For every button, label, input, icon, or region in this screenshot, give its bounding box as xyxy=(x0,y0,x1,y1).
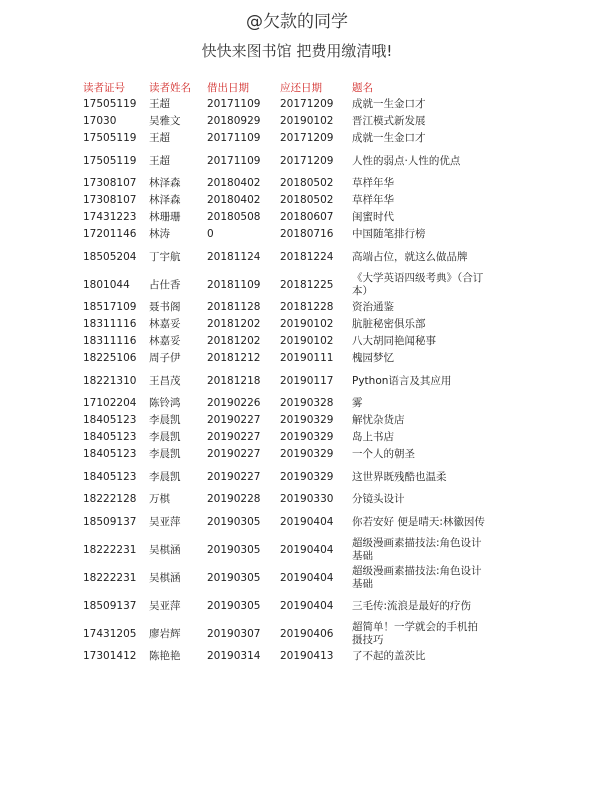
cell-reader-name: 林泽森 xyxy=(149,194,181,206)
cell-reader-id: 18505204 xyxy=(83,250,137,263)
cell-reader-name: 李晨凯 xyxy=(149,448,181,460)
cell-book-title: 人性的弱点·人性的优点 xyxy=(352,154,461,167)
cell-due-date: 20180716 xyxy=(280,228,334,240)
table-row xyxy=(83,175,487,192)
cell-borrow-date: 20180929 xyxy=(207,115,261,127)
cell-borrow-date: 20190228 xyxy=(207,493,261,505)
cell-book-title: 雾 xyxy=(352,397,363,409)
overdue-table xyxy=(83,79,487,665)
cell-reader-id: 17201146 xyxy=(83,228,137,240)
table-row xyxy=(83,243,487,271)
cell-borrow-date: 20181212 xyxy=(207,352,261,364)
cell-book-title: 解忧杂货店 xyxy=(352,414,405,426)
cell-book-title: 高端占位，就这么做品牌 xyxy=(352,250,468,263)
table-row xyxy=(83,446,487,463)
cell-reader-id: 17505119 xyxy=(83,132,137,144)
cell-borrow-date: 20190226 xyxy=(207,397,261,409)
cell-book-title: 超级漫画素描技法:角色设计基础 xyxy=(352,565,482,590)
table-row xyxy=(83,96,487,113)
cell-borrow-date: 20171109 xyxy=(207,154,261,167)
cell-reader-name: 聂书阁 xyxy=(149,301,181,313)
table-row xyxy=(83,564,487,592)
cell-reader-id: 18517109 xyxy=(83,301,137,313)
table-header-row xyxy=(83,79,487,96)
cell-reader-id: 18405123 xyxy=(83,414,137,426)
cell-reader-id: 18405123 xyxy=(83,448,137,460)
cell-reader-id: 17030 xyxy=(83,115,117,127)
cell-borrow-date: 20190305 xyxy=(207,543,261,556)
table-row xyxy=(83,209,487,226)
cell-book-title: 成就一生金口才 xyxy=(352,98,426,110)
cell-reader-id: 18509137 xyxy=(83,599,137,612)
table-row xyxy=(83,350,487,367)
cell-reader-name: 林泽森 xyxy=(149,177,181,189)
table-row xyxy=(83,620,487,648)
cell-due-date: 20190111 xyxy=(280,352,334,364)
cell-reader-id: 17431205 xyxy=(83,627,137,640)
cell-borrow-date: 20180402 xyxy=(207,177,261,189)
cell-reader-id: 17505119 xyxy=(83,154,137,167)
cell-due-date: 20180502 xyxy=(280,177,334,189)
cell-borrow-date: 20181128 xyxy=(207,301,261,313)
cell-borrow-date: 20190227 xyxy=(207,414,261,426)
cell-reader-id: 17308107 xyxy=(83,194,137,206)
cell-due-date: 20190329 xyxy=(280,414,334,426)
cell-book-title: 一个人的朝圣 xyxy=(352,448,415,460)
col-header-book-title: 题名 xyxy=(352,82,373,94)
cell-book-title: 你若安好 便是晴天:林徽因传 xyxy=(352,515,485,528)
cell-borrow-date: 20190305 xyxy=(207,599,261,612)
cell-due-date: 20190328 xyxy=(280,397,334,409)
table-row xyxy=(83,648,487,665)
cell-reader-name: 陈艳艳 xyxy=(149,650,181,662)
table-row xyxy=(83,333,487,350)
cell-due-date: 20180607 xyxy=(280,211,334,223)
cell-reader-id: 18222231 xyxy=(83,543,137,556)
cell-due-date: 20181225 xyxy=(280,278,334,291)
table-row xyxy=(83,226,487,243)
col-header-reader-name: 读者姓名 xyxy=(149,82,191,94)
cell-due-date: 20190102 xyxy=(280,115,334,127)
cell-due-date: 20190404 xyxy=(280,515,334,528)
cell-reader-id: 18221310 xyxy=(83,374,137,387)
cell-borrow-date: 20190314 xyxy=(207,650,261,662)
cell-due-date: 20181224 xyxy=(280,250,334,263)
table-row xyxy=(83,395,487,412)
cell-reader-id: 18225106 xyxy=(83,352,137,364)
cell-borrow-date: 20180508 xyxy=(207,211,261,223)
cell-borrow-date: 20190227 xyxy=(207,431,261,443)
cell-reader-name: 吴棋涵 xyxy=(149,571,181,584)
cell-due-date: 20190404 xyxy=(280,571,334,584)
cell-book-title: 中国随笔排行榜 xyxy=(352,228,426,240)
cell-borrow-date: 20181202 xyxy=(207,335,261,347)
table-body xyxy=(83,96,487,665)
cell-borrow-date: 20181202 xyxy=(207,318,261,330)
cell-reader-name: 万棋 xyxy=(149,493,170,505)
table-row xyxy=(83,508,487,536)
cell-borrow-date: 20190305 xyxy=(207,515,261,528)
cell-reader-id: 17505119 xyxy=(83,98,137,110)
cell-book-title: 超简单！一学就会的手机拍摄技巧 xyxy=(352,621,478,646)
table-row xyxy=(83,113,487,130)
table-row xyxy=(83,299,487,316)
col-header-due-date: 应还日期 xyxy=(280,82,322,94)
post-title: @欠款的同学 xyxy=(246,12,348,32)
cell-book-title: 超级漫画素描技法:角色设计基础 xyxy=(352,537,482,562)
cell-reader-name: 李晨凯 xyxy=(149,431,181,443)
cell-reader-id: 17431223 xyxy=(83,211,137,223)
cell-borrow-date: 20171109 xyxy=(207,132,261,144)
cell-reader-name: 占仕香 xyxy=(149,278,181,291)
cell-book-title: 《大学英语四级考典》（合订本） xyxy=(352,272,484,297)
cell-reader-id: 1801044 xyxy=(83,278,130,291)
cell-reader-name: 吴雅文 xyxy=(149,115,181,127)
cell-reader-name: 吴亚萍 xyxy=(149,515,181,528)
cell-book-title: 资治通鉴 xyxy=(352,301,394,313)
cell-due-date: 20190406 xyxy=(280,627,334,640)
cell-due-date: 20181228 xyxy=(280,301,334,313)
cell-book-title: 分镜头设计 xyxy=(352,493,405,505)
cell-borrow-date: 0 xyxy=(207,228,214,240)
cell-borrow-date: 20181124 xyxy=(207,250,261,263)
cell-book-title: 晋江模式新发展 xyxy=(352,115,426,127)
cell-due-date: 20190329 xyxy=(280,470,334,483)
cell-borrow-date: 20190227 xyxy=(207,470,261,483)
cell-borrow-date: 20190305 xyxy=(207,571,261,584)
cell-due-date: 20171209 xyxy=(280,154,334,167)
cell-book-title: 成就一生金口才 xyxy=(352,132,426,144)
cell-reader-name: 李晨凯 xyxy=(149,470,181,483)
cell-due-date: 20190330 xyxy=(280,493,334,505)
cell-book-title: 三毛传:流浪是最好的疗伤 xyxy=(352,599,472,612)
cell-borrow-date: 20181218 xyxy=(207,374,261,387)
cell-due-date: 20171209 xyxy=(280,132,334,144)
table-row xyxy=(83,316,487,333)
cell-reader-id: 18311116 xyxy=(83,318,137,330)
table-row xyxy=(83,147,487,175)
cell-due-date: 20190102 xyxy=(280,335,334,347)
cell-reader-name: 林嘉妥 xyxy=(149,335,181,347)
cell-borrow-date: 20190307 xyxy=(207,627,261,640)
table-row xyxy=(83,491,487,508)
table-row xyxy=(83,271,487,299)
cell-reader-name: 丁宇航 xyxy=(149,250,181,263)
cell-reader-name: 李晨凯 xyxy=(149,414,181,426)
cell-borrow-date: 20190227 xyxy=(207,448,261,460)
cell-book-title: 岛上书店 xyxy=(352,431,394,443)
cell-reader-name: 王超 xyxy=(149,132,170,144)
col-header-borrow-date: 借出日期 xyxy=(207,82,249,94)
cell-reader-name: 吴棋涵 xyxy=(149,543,181,556)
cell-borrow-date: 20180402 xyxy=(207,194,261,206)
cell-book-title: 草样年华 xyxy=(352,177,394,189)
cell-book-title: 了不起的盖茨比 xyxy=(352,650,426,662)
cell-due-date: 20190329 xyxy=(280,431,334,443)
cell-reader-name: 周子伊 xyxy=(149,352,181,364)
cell-reader-name: 吴亚萍 xyxy=(149,599,181,612)
cell-reader-name: 林嘉妥 xyxy=(149,318,181,330)
cell-reader-id: 18222128 xyxy=(83,493,137,505)
cell-reader-name: 林涛 xyxy=(149,228,170,240)
cell-reader-name: 廖岩辉 xyxy=(149,627,181,640)
cell-book-title: 闺蜜时代 xyxy=(352,211,394,223)
cell-book-title: 八大胡同艳闻秘事 xyxy=(352,335,436,347)
cell-due-date: 20190404 xyxy=(280,599,334,612)
cell-reader-id: 18405123 xyxy=(83,470,137,483)
cell-book-title: 槐园梦忆 xyxy=(352,352,394,364)
post-subtitle: 快快来图书馆 把费用缴清哦! xyxy=(201,42,393,60)
cell-reader-id: 18405123 xyxy=(83,431,137,443)
cell-due-date: 20190102 xyxy=(280,318,334,330)
cell-due-date: 20190329 xyxy=(280,448,334,460)
table-row xyxy=(83,429,487,446)
cell-reader-name: 王昌茂 xyxy=(149,374,181,387)
table-row xyxy=(83,130,487,147)
cell-borrow-date: 20171109 xyxy=(207,98,261,110)
cell-reader-name: 王超 xyxy=(149,98,170,110)
cell-book-title: 肮脏秘密俱乐部 xyxy=(352,318,426,330)
cell-borrow-date: 20181109 xyxy=(207,278,261,291)
cell-due-date: 20190413 xyxy=(280,650,334,662)
table-row xyxy=(83,536,487,564)
table-row xyxy=(83,592,487,620)
cell-reader-name: 林珊珊 xyxy=(149,211,181,223)
cell-book-title: Python语言及其应用 xyxy=(352,374,452,387)
cell-reader-id: 17308107 xyxy=(83,177,137,189)
cell-reader-id: 18311116 xyxy=(83,335,137,347)
cell-book-title: 草样年华 xyxy=(352,194,394,206)
cell-reader-id: 17301412 xyxy=(83,650,137,662)
cell-due-date: 20190117 xyxy=(280,374,334,387)
table-row xyxy=(83,463,487,491)
cell-due-date: 20190404 xyxy=(280,543,334,556)
cell-reader-id: 17102204 xyxy=(83,397,137,409)
cell-reader-id: 18509137 xyxy=(83,515,137,528)
col-header-reader-id: 读者证号 xyxy=(83,82,125,94)
cell-due-date: 20180502 xyxy=(280,194,334,206)
table-row xyxy=(83,367,487,395)
cell-reader-id: 18222231 xyxy=(83,571,137,584)
cell-book-title: 这世界既残酷也温柔 xyxy=(352,470,447,483)
table-row xyxy=(83,192,487,209)
cell-due-date: 20171209 xyxy=(280,98,334,110)
cell-reader-name: 王超 xyxy=(149,154,170,167)
cell-reader-name: 陈铃鸿 xyxy=(149,397,181,409)
table-row xyxy=(83,412,487,429)
